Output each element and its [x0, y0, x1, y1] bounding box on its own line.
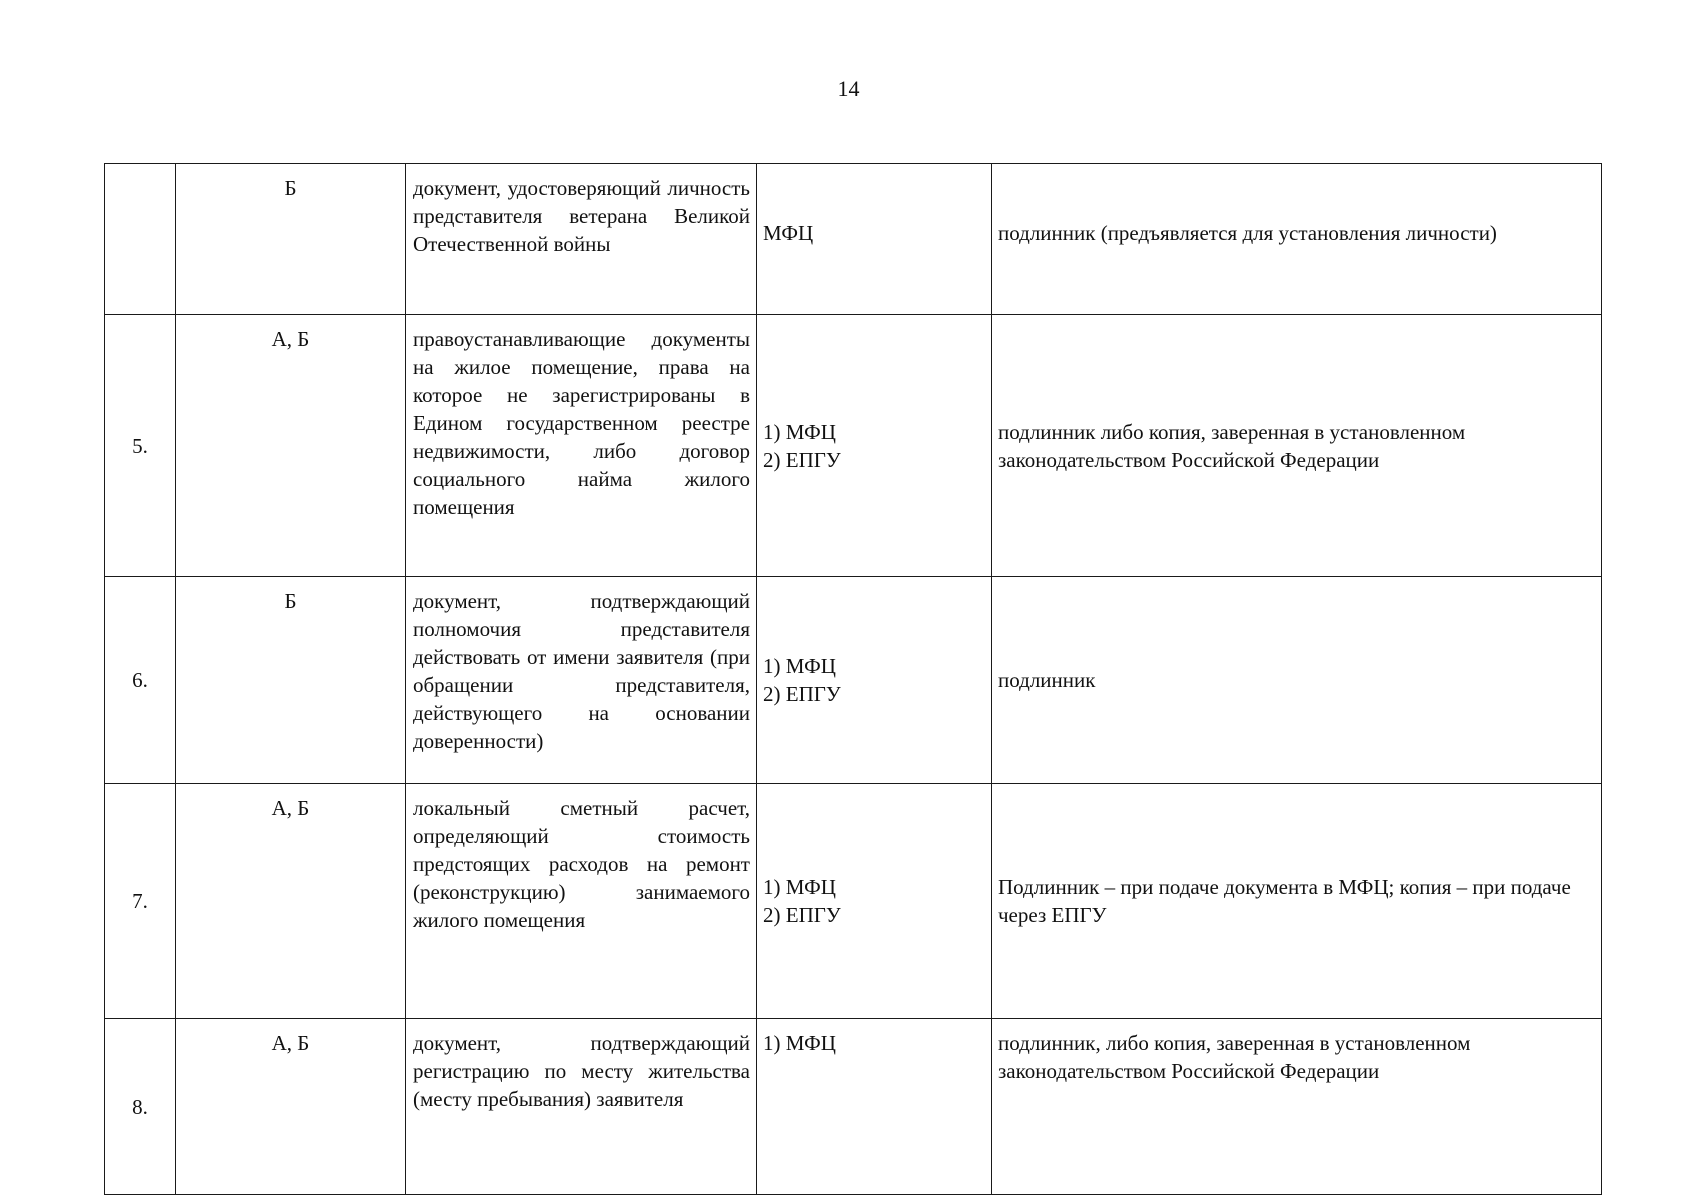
document-name-text: правоустанавливающие документы на жилое помещение, права на которое не зарегистрированы в Едином государственном реестре недвижимости, либо договор социального найма жилого помещения	[413, 327, 750, 519]
channel-item: 2) ЕПГУ	[763, 447, 841, 472]
document-form	[992, 577, 1602, 784]
applicant-category: А, Б	[176, 784, 406, 1019]
row-number	[105, 164, 176, 315]
document-form	[992, 164, 1602, 315]
channel-item: 1) МФЦ	[763, 1031, 836, 1055]
document-form-text: подлинник (предъявляется для установления личности)	[998, 221, 1497, 245]
documents-table	[104, 163, 1602, 1195]
document-form	[992, 784, 1602, 1019]
document-name-text: документ, подтверждающий полномочия представителя действовать от имени заявителя (при обращении представителя, действующего на основании доверенности)	[413, 589, 750, 753]
page-number: 14	[837, 76, 860, 101]
document-form-text: подлинник либо копия, заверенная в установленном законодательством Российской Федерации	[998, 419, 1466, 472]
row-number: 7.	[105, 784, 176, 1019]
submission-channels	[757, 784, 992, 1019]
document-name	[406, 1019, 757, 1195]
table-row	[105, 577, 1602, 784]
row-number: 5.	[105, 315, 176, 577]
document-form	[992, 315, 1602, 577]
document-name	[406, 315, 757, 577]
submission-channels	[757, 577, 992, 784]
submission-channels	[757, 1019, 992, 1195]
row-number: 8.	[105, 1019, 176, 1195]
applicant-category: А, Б	[176, 1019, 406, 1195]
channel-item: 1) МФЦ	[763, 875, 836, 899]
channel-item: 2) ЕПГУ	[763, 903, 841, 927]
applicant-category: Б	[176, 577, 406, 784]
table-row	[105, 1019, 1602, 1195]
channel-item: 1) МФЦ	[763, 419, 836, 444]
document-form	[992, 1019, 1602, 1195]
document-name-text: документ, удостоверяющий личность представителя ветерана Великой Отечественной войны	[413, 176, 750, 256]
document-name	[406, 164, 757, 315]
channel-item: МФЦ	[763, 221, 814, 245]
document-name	[406, 577, 757, 784]
document-name	[406, 784, 757, 1019]
document-form-text: подлинник, либо копия, заверенная в установленном законодательством Российской Федерации	[998, 1031, 1471, 1083]
channel-item: 1) МФЦ	[763, 654, 836, 678]
channel-item: 2) ЕПГУ	[763, 682, 841, 706]
submission-channels	[757, 164, 992, 315]
document-form-text: подлинник	[998, 668, 1096, 692]
document-name-text: локальный сметный расчет, определяющий стоимость предстоящих расходов на ремонт (реконструкцию) занимаемого жилого помещения	[413, 796, 750, 932]
table-row	[105, 784, 1602, 1019]
applicant-category: А, Б	[176, 315, 406, 577]
table-row	[105, 315, 1602, 577]
row-number: 6.	[105, 577, 176, 784]
table-row	[105, 164, 1602, 315]
document-form-text: Подлинник – при подаче документа в МФЦ; копия – при подаче через ЕПГУ	[998, 875, 1571, 927]
document-name-text: документ, подтверждающий регистрацию по месту жительства (месту пребывания) заявителя	[413, 1031, 750, 1111]
applicant-category: Б	[176, 164, 406, 315]
submission-channels	[757, 315, 992, 577]
